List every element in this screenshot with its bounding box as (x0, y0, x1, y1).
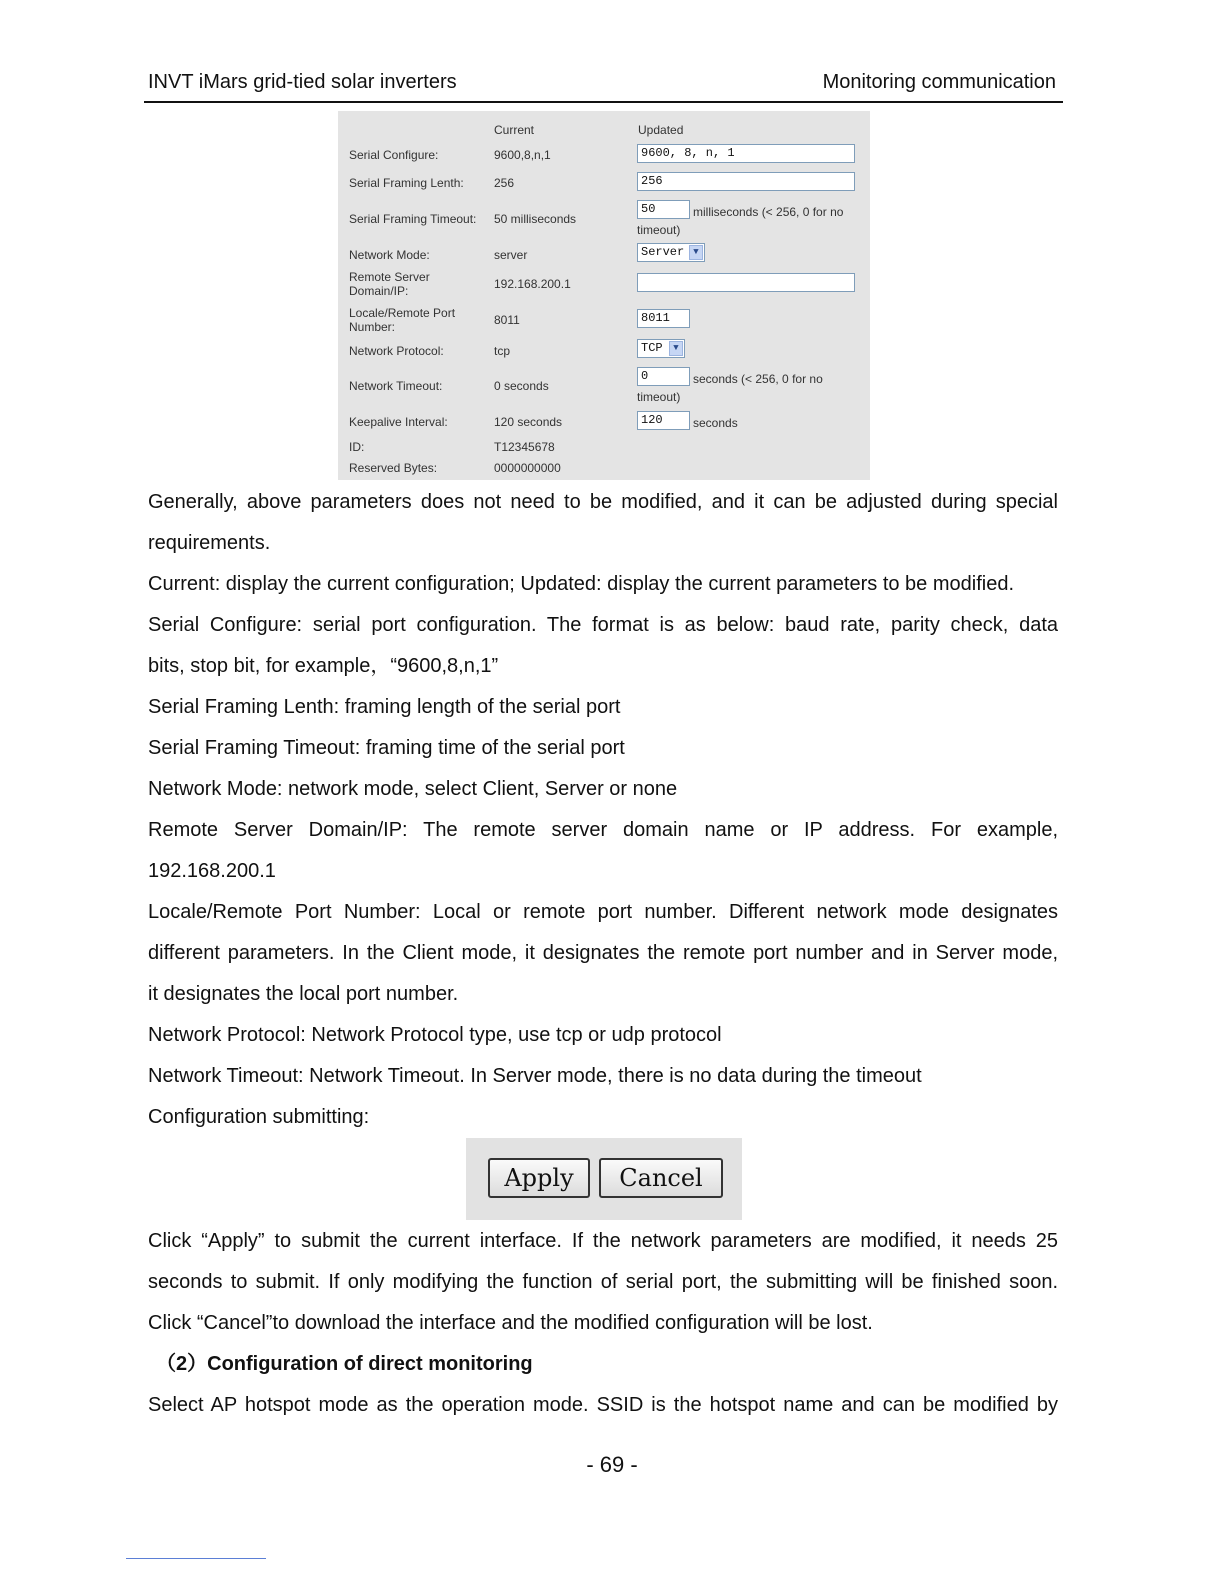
paragraph-line: Network Mode: network mode, select Client, Server or none (148, 778, 678, 800)
page-number: - 69 - (586, 1452, 638, 1477)
paragraph-line: seconds to submit. If only modifying the function of serial port, the submitting will be finished soon. (148, 1271, 1058, 1293)
reserved-bytes-current: 0000000000 (494, 461, 561, 475)
remote-server-label: Remote Server Domain/IP: (349, 270, 430, 298)
reserved-bytes-label: Reserved Bytes: (349, 461, 438, 475)
serial-framing-timeout-current: 50 milliseconds (494, 212, 577, 226)
paragraph-line: Click “Cancel”to download the interface and the modified configuration will be lost. (148, 1312, 873, 1334)
paragraph-line: Select AP hotspot mode as the operation mode. SSID is the hotspot name and can be modified by (148, 1394, 1058, 1416)
network-timeout-hint: seconds (< 256, 0 for no timeout) (637, 372, 823, 404)
network-timeout-current: 0 seconds (494, 379, 549, 393)
port-number-label: Locale/Remote Port Number: (349, 306, 456, 334)
paragraph-line: Current: display the current configuration; Updated: display the current parameters to be modified. (148, 573, 1015, 595)
paragraph-line: bits, stop bit, for example，“9600,8,n,1” (148, 655, 499, 677)
paragraph-line: Click “Apply” to submit the current interface. If the network parameters are modified, it needs 25 (148, 1230, 1058, 1252)
cancel-button[interactable]: Cancel (599, 1158, 723, 1198)
network-timeout-input[interactable]: 0 (637, 367, 690, 386)
keepalive-interval-hint: seconds (693, 416, 738, 430)
paragraph-line: Remote Server Domain/IP: The remote server domain name or IP address. For example, (148, 819, 1058, 841)
paragraph-line: requirements. (148, 532, 271, 554)
network-mode-label: Network Mode: (349, 248, 430, 262)
remote-server-current: 192.168.200.1 (494, 277, 571, 291)
header-divider (144, 101, 1063, 103)
paragraph-line: Serial Configure: serial port configuration. The format is as below: baud rate, parity check, data (148, 614, 1058, 636)
port-number-input[interactable]: 8011 (637, 309, 690, 328)
serial-framing-length-current: 256 (494, 176, 515, 190)
port-number-current: 8011 (494, 313, 520, 327)
apply-button[interactable]: Apply (488, 1158, 590, 1198)
section-heading: （2）Configuration of direct monitoring (156, 1353, 533, 1375)
id-current: T12345678 (494, 440, 555, 454)
remote-server-input[interactable] (637, 273, 855, 292)
column-header-updated: Updated (638, 123, 684, 137)
serial-framing-length-input[interactable]: 256 (637, 172, 855, 191)
running-header-section: Monitoring communication (822, 71, 1056, 93)
keepalive-interval-label: Keepalive Interval: (349, 415, 448, 429)
serial-framing-timeout-label: Serial Framing Timeout: (349, 212, 477, 226)
network-mode-value: Server (641, 245, 685, 259)
serial-framing-length-label: Serial Framing Lenth: (349, 176, 464, 190)
network-mode-current: server (494, 248, 528, 262)
paragraph-line: Configuration submitting: (148, 1106, 370, 1128)
network-protocol-value: TCP (641, 341, 663, 355)
paragraph-line: Locale/Remote Port Number: Local or remote port number. Different network mode designates (148, 901, 1058, 923)
serial-configure-label: Serial Configure: (349, 148, 439, 162)
paragraph-line: Serial Framing Timeout: framing time of the serial port (148, 737, 625, 759)
column-header-current: Current (494, 123, 535, 137)
paragraph-line: Serial Framing Lenth: framing length of the serial port (148, 696, 621, 718)
paragraph-line: 192.168.200.1 (148, 860, 276, 882)
running-header-title: INVT iMars grid-tied solar inverters (148, 71, 457, 93)
network-protocol-label: Network Protocol: (349, 344, 444, 358)
id-label: ID: (349, 440, 365, 454)
paragraph-line: Network Timeout: Network Timeout. In Server mode, there is no data during the timeout (148, 1065, 922, 1087)
network-protocol-select[interactable] (637, 339, 685, 358)
network-protocol-current: tcp (494, 344, 511, 358)
network-mode-select[interactable] (637, 243, 705, 262)
keepalive-interval-input[interactable]: 120 (637, 411, 690, 430)
serial-configure-current: 9600,8,n,1 (494, 148, 551, 162)
paragraph-line: Generally, above parameters does not need to be modified, and it can be adjusted during special (148, 491, 1058, 513)
chevron-down-icon: ▼ (689, 245, 703, 260)
serial-framing-timeout-input[interactable]: 50 (637, 200, 690, 219)
keepalive-interval-current: 120 seconds (494, 415, 563, 429)
serial-config-form (338, 111, 870, 480)
paragraph-line: different parameters. In the Client mode, it designates the remote port number and in Server mode, (148, 942, 1058, 964)
chevron-down-icon: ▼ (669, 341, 683, 356)
footnote-divider (126, 1558, 266, 1559)
paragraph-line: it designates the local port number. (148, 983, 459, 1005)
paragraph-line: Network Protocol: Network Protocol type, use tcp or udp protocol (148, 1024, 722, 1046)
serial-configure-input[interactable]: 9600, 8, n, 1 (637, 144, 855, 163)
serial-framing-timeout-hint: milliseconds (< 256, 0 for no timeout) (637, 205, 844, 237)
network-timeout-label: Network Timeout: (349, 379, 443, 393)
submit-buttons-screenshot (466, 1138, 742, 1220)
